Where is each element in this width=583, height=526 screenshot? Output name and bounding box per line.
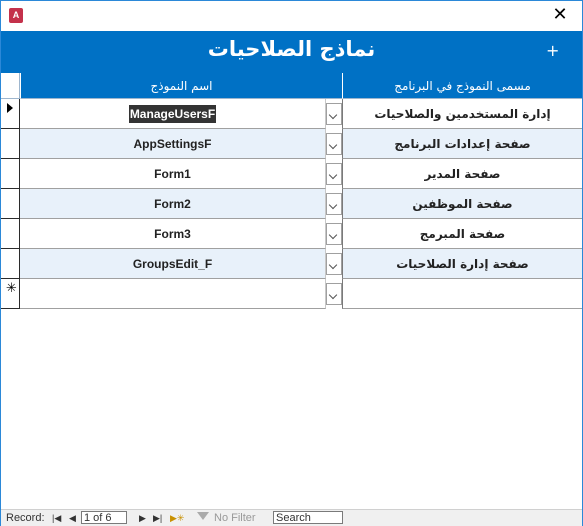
dropdown-arrow-icon[interactable]: [326, 283, 342, 305]
table-row[interactable]: [1, 249, 582, 279]
dropdown-arrow-icon[interactable]: [326, 163, 342, 185]
record-navigation-bar: [1, 509, 582, 526]
dropdown-arrow-icon[interactable]: [326, 253, 342, 275]
new-record-row[interactable]: [1, 279, 582, 309]
table-row[interactable]: [1, 129, 582, 159]
access-app-icon: A: [9, 8, 23, 23]
form-name-combobox[interactable]: [20, 99, 326, 129]
record-selector[interactable]: [1, 99, 20, 129]
filter-toggle[interactable]: No Filter: [214, 512, 256, 524]
table-row[interactable]: [1, 99, 582, 129]
last-record-button[interactable]: ▶|: [153, 513, 163, 523]
record-selector[interactable]: [1, 189, 20, 219]
search-input[interactable]: Search: [273, 511, 343, 524]
form-name-combobox[interactable]: AppSettingsF: [20, 129, 326, 159]
display-name-cell[interactable]: صفحة إعدادات البرنامج: [342, 129, 582, 159]
title-bar: [1, 1, 582, 31]
new-record-icon: ✳: [6, 281, 17, 296]
dropdown-arrow-icon[interactable]: [326, 193, 342, 215]
display-name-cell[interactable]: صفحة المبرمج: [342, 219, 582, 249]
form-title: نماذج الصلاحيات: [207, 37, 376, 61]
form-name-combobox[interactable]: Form1: [20, 159, 326, 189]
column-header-form-name[interactable]: اسم النموذج: [20, 73, 342, 99]
form-header: [1, 31, 582, 73]
filter-icon: [197, 512, 209, 520]
dropdown-arrow-icon[interactable]: [326, 223, 342, 245]
first-record-button[interactable]: |◀: [52, 513, 62, 523]
display-name-cell[interactable]: إدارة المستخدمين والصلاحيات: [342, 99, 582, 129]
previous-record-button[interactable]: ◀: [69, 513, 76, 523]
header-selector-corner[interactable]: [1, 73, 20, 99]
column-header-display-name[interactable]: مسمى النموذج في البرنامج: [342, 73, 582, 99]
add-icon[interactable]: +: [546, 41, 560, 60]
next-record-button[interactable]: ▶: [139, 513, 146, 523]
dropdown-arrow-icon[interactable]: [326, 133, 342, 155]
record-selector[interactable]: [1, 219, 20, 249]
display-name-cell[interactable]: صفحة الموظفين: [342, 189, 582, 219]
display-name-cell[interactable]: [342, 279, 582, 309]
form-name-combobox[interactable]: Form2: [20, 189, 326, 219]
current-record-arrow-icon: [7, 103, 13, 113]
table-row[interactable]: [1, 219, 582, 249]
record-selector[interactable]: [1, 249, 20, 279]
record-selector[interactable]: [1, 159, 20, 189]
form-name-combobox[interactable]: [20, 279, 326, 309]
current-record-field[interactable]: 1 of 6: [81, 511, 127, 524]
display-name-cell[interactable]: صفحة إدارة الصلاحيات: [342, 249, 582, 279]
close-button[interactable]: ✕: [552, 4, 568, 25]
form-name-combobox[interactable]: GroupsEdit_F: [20, 249, 326, 279]
table-row[interactable]: [1, 159, 582, 189]
display-name-cell[interactable]: صفحة المدير: [342, 159, 582, 189]
record-label: Record:: [6, 512, 45, 524]
form-name-value: ManageUsersF: [129, 107, 216, 121]
new-record-button[interactable]: ▶✳: [170, 513, 185, 523]
record-selector[interactable]: [1, 129, 20, 159]
form-name-combobox[interactable]: Form3: [20, 219, 326, 249]
table-row[interactable]: [1, 189, 582, 219]
record-selector[interactable]: [1, 279, 20, 309]
dropdown-arrow-icon[interactable]: [326, 103, 342, 125]
